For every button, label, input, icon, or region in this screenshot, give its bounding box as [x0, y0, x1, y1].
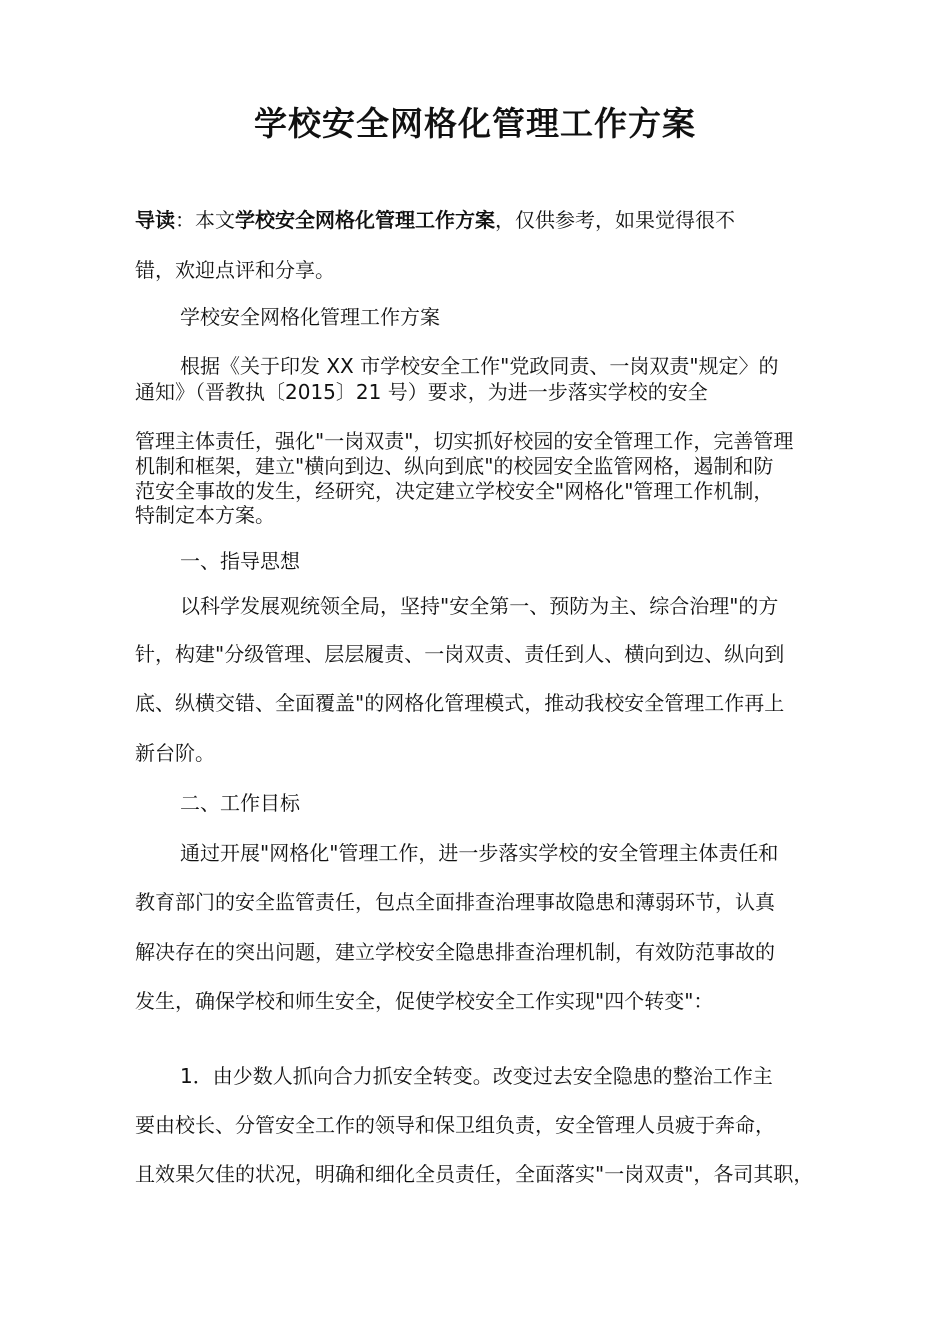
paragraph-4-line: 教育部门的安全监管责任，包点全面排查治理事故隐患和薄弱环节，认真 — [135, 890, 775, 914]
paragraph-3-line: 针，构建"分级管理、层层履责、一岗双责、责任到人、横向到边、纵向到 — [135, 642, 785, 666]
paragraph-3-line: 以科学发展观统领全局，坚持"安全第一、预防为主、综合治理"的方 — [180, 594, 779, 618]
paragraph-4-line: 通过开展"网格化"管理工作，进一步落实学校的安全管理主体责任和 — [180, 841, 779, 865]
intro-line-2: 错，欢迎点评和分享。 — [135, 258, 335, 282]
paragraph-1-line: 通知》（晋教执〔2015〕21 号）要求，为进一步落实学校的安全 — [135, 380, 708, 404]
paragraph-4-line: 解决存在的突出问题，建立学校安全隐患排查治理机制，有效防范事故的 — [135, 940, 775, 964]
paragraph-5-line: 且效果欠佳的状况，明确和细化全员责任，全面落实"一岗双责"，各司其职， — [135, 1162, 814, 1186]
intro-suffix: ，仅供参考，如果觉得很不 — [495, 208, 735, 232]
paragraph-3-line: 底、纵横交错、全面覆盖"的网格化管理模式，推动我校安全管理工作再上 — [135, 691, 785, 715]
paragraph-1-line: 根据《关于印发 XX 市学校安全工作"党政同责、一岗双责"规定〉的 — [180, 354, 779, 378]
paragraph-2-line: 特制定本方案。 — [135, 503, 275, 527]
paragraph-3-line: 新台阶。 — [135, 741, 215, 765]
paragraph-2-line: 范安全事故的发生，经研究，决定建立学校安全"网格化"管理工作机制， — [135, 479, 774, 503]
paragraph-5-line: 1．由少数人抓向合力抓安全转变。改变过去安全隐患的整治工作主 — [180, 1064, 773, 1088]
paragraph-4-line: 发生，确保学校和师生安全，促使学校安全工作实现"四个转变"： — [135, 989, 714, 1013]
document-title: 学校安全网格化管理工作方案 — [254, 104, 696, 143]
section-heading-1: 一、指导思想 — [180, 549, 300, 573]
intro-label: 导读 — [135, 208, 175, 232]
paragraph-2-line: 机制和框架，建立"横向到边、纵向到底"的校园安全监管网格，遏制和防 — [135, 454, 774, 478]
intro-line-1 — [135, 208, 735, 232]
paragraph-2-line: 管理主体责任，强化"一岗双责"，切实抓好校园的安全管理工作，完善管理 — [135, 429, 794, 453]
subtitle: 学校安全网格化管理工作方案 — [180, 305, 440, 329]
paragraph-5-line: 要由校长、分管安全工作的领导和保卫组负责，安全管理人员疲于奔命， — [135, 1113, 775, 1137]
intro-prefix: ：本文 — [175, 208, 235, 232]
intro-title-ref: 学校安全网格化管理工作方案 — [235, 208, 495, 232]
section-heading-2: 二、工作目标 — [180, 791, 300, 815]
